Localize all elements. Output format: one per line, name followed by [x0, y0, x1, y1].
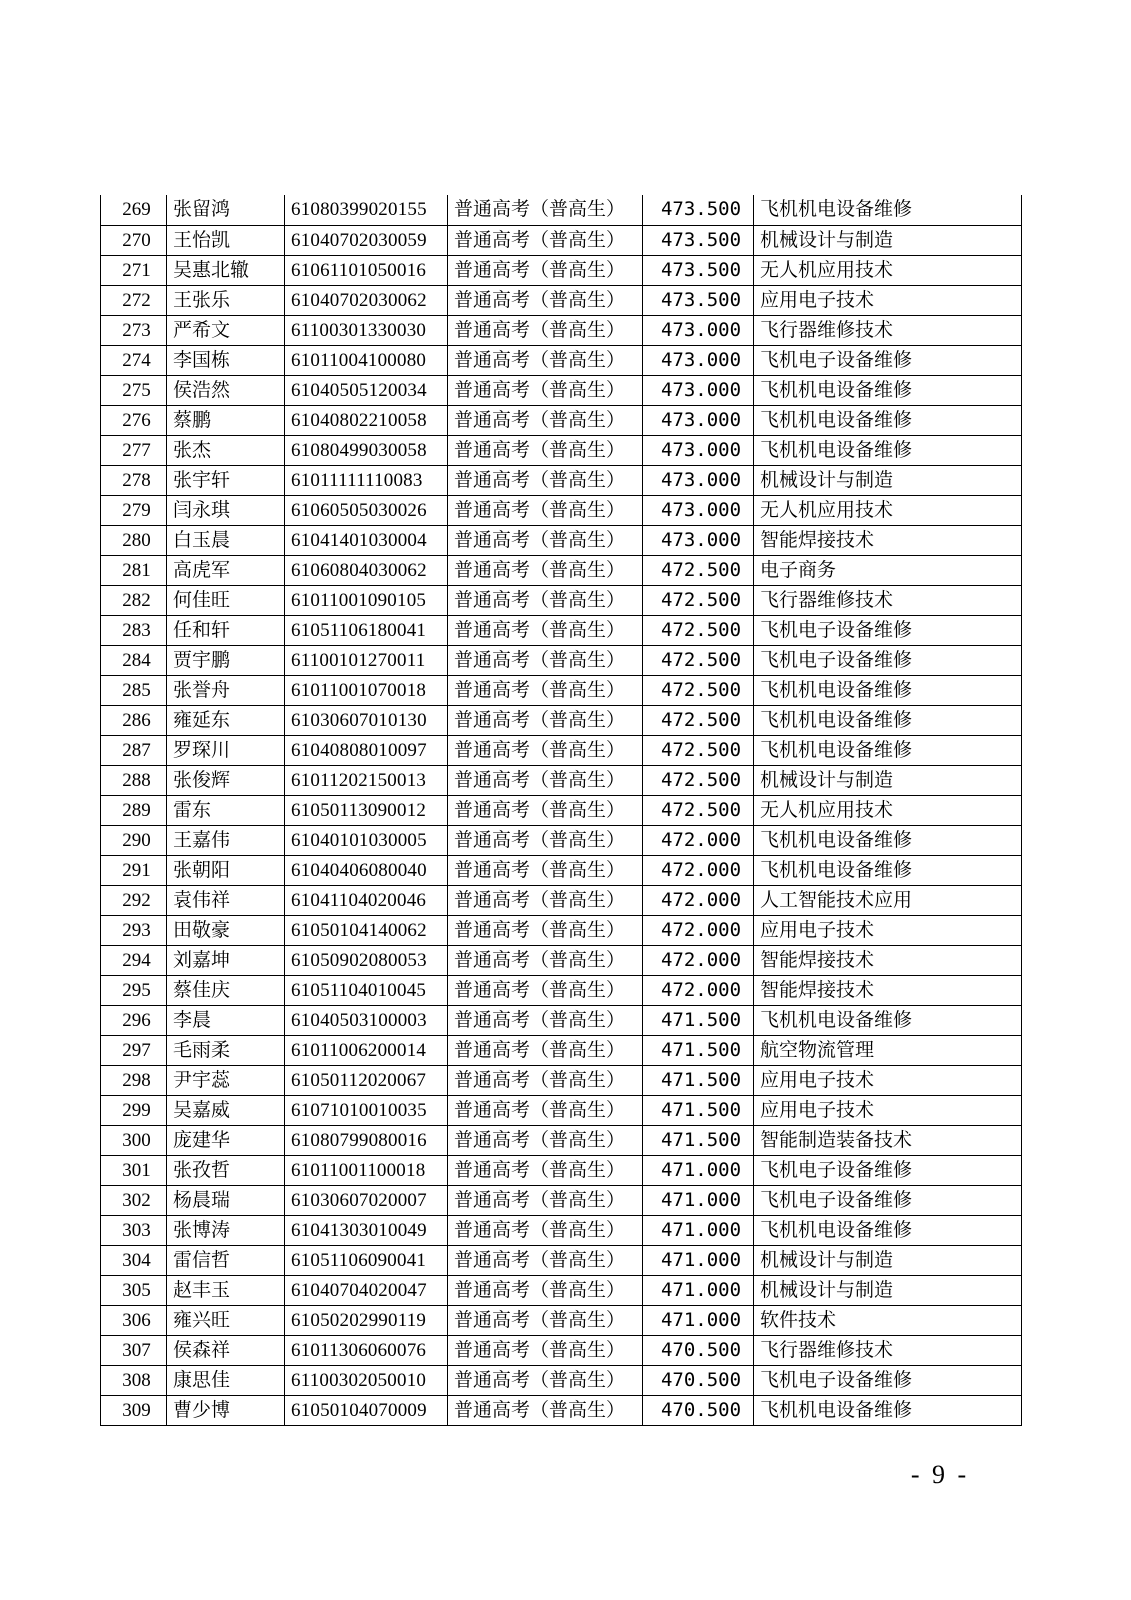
cell-exam-id: 61060505030026 — [285, 495, 448, 525]
cell-major: 飞机机电设备维修 — [754, 675, 1022, 705]
cell-name: 刘嘉坤 — [167, 945, 285, 975]
cell-name: 杨晨瑞 — [167, 1185, 285, 1215]
cell-score: 471.000 — [643, 1155, 754, 1185]
cell-score: 473.000 — [643, 465, 754, 495]
cell-admission-type: 普通高考（普高生） — [448, 645, 643, 675]
cell-name: 庞建华 — [167, 1125, 285, 1155]
cell-number: 283 — [101, 615, 167, 645]
cell-major: 飞机电子设备维修 — [754, 1365, 1022, 1395]
cell-score: 471.500 — [643, 1005, 754, 1035]
cell-admission-type: 普通高考（普高生） — [448, 705, 643, 735]
cell-exam-id: 61051104010045 — [285, 975, 448, 1005]
table-row — [101, 1395, 1022, 1425]
cell-major: 航空物流管理 — [754, 1035, 1022, 1065]
cell-number: 289 — [101, 795, 167, 825]
cell-exam-id: 61040406080040 — [285, 855, 448, 885]
cell-major: 飞机机电设备维修 — [754, 375, 1022, 405]
table-row — [101, 1065, 1022, 1095]
cell-exam-id: 61100302050010 — [285, 1365, 448, 1395]
admission-table-container — [100, 195, 1021, 1426]
cell-exam-id: 61060804030062 — [285, 555, 448, 585]
cell-major: 飞行器维修技术 — [754, 1335, 1022, 1365]
cell-major: 飞机电子设备维修 — [754, 645, 1022, 675]
cell-score: 472.500 — [643, 675, 754, 705]
cell-exam-id: 61011306060076 — [285, 1335, 448, 1365]
cell-admission-type: 普通高考（普高生） — [448, 585, 643, 615]
cell-admission-type: 普通高考（普高生） — [448, 1125, 643, 1155]
table-row — [101, 1005, 1022, 1035]
cell-major: 无人机应用技术 — [754, 495, 1022, 525]
cell-major: 飞行器维修技术 — [754, 585, 1022, 615]
cell-name: 吴惠北辙 — [167, 255, 285, 285]
admission-table — [100, 195, 1022, 1426]
cell-exam-id: 61050113090012 — [285, 795, 448, 825]
cell-admission-type: 普通高考（普高生） — [448, 1215, 643, 1245]
table-row — [101, 285, 1022, 315]
cell-exam-id: 61011111110083 — [285, 465, 448, 495]
cell-admission-type: 普通高考（普高生） — [448, 1335, 643, 1365]
cell-major: 飞行器维修技术 — [754, 315, 1022, 345]
cell-exam-id: 61041401030004 — [285, 525, 448, 555]
cell-number: 269 — [101, 195, 167, 225]
cell-major: 机械设计与制造 — [754, 765, 1022, 795]
page-number: - 9 - — [910, 1460, 970, 1489]
cell-major: 机械设计与制造 — [754, 1245, 1022, 1275]
cell-major: 飞机机电设备维修 — [754, 405, 1022, 435]
table-row — [101, 405, 1022, 435]
cell-name: 侯浩然 — [167, 375, 285, 405]
cell-number: 277 — [101, 435, 167, 465]
cell-name: 张留鸿 — [167, 195, 285, 225]
cell-score: 473.500 — [643, 255, 754, 285]
table-row — [101, 585, 1022, 615]
table-row — [101, 915, 1022, 945]
cell-number: 294 — [101, 945, 167, 975]
cell-number: 308 — [101, 1365, 167, 1395]
cell-major: 智能制造装备技术 — [754, 1125, 1022, 1155]
cell-major: 电子商务 — [754, 555, 1022, 585]
cell-exam-id: 61011202150013 — [285, 765, 448, 795]
cell-major: 应用电子技术 — [754, 1095, 1022, 1125]
cell-name: 张杰 — [167, 435, 285, 465]
table-row — [101, 795, 1022, 825]
cell-admission-type: 普通高考（普高生） — [448, 255, 643, 285]
cell-number: 274 — [101, 345, 167, 375]
cell-major: 飞机电子设备维修 — [754, 1185, 1022, 1215]
cell-major: 飞机机电设备维修 — [754, 735, 1022, 765]
cell-admission-type: 普通高考（普高生） — [448, 765, 643, 795]
cell-major: 应用电子技术 — [754, 915, 1022, 945]
cell-number: 297 — [101, 1035, 167, 1065]
cell-admission-type: 普通高考（普高生） — [448, 465, 643, 495]
cell-exam-id: 61041104020046 — [285, 885, 448, 915]
table-row — [101, 1365, 1022, 1395]
cell-number: 278 — [101, 465, 167, 495]
cell-name: 李国栋 — [167, 345, 285, 375]
cell-admission-type: 普通高考（普高生） — [448, 1035, 643, 1065]
cell-number: 287 — [101, 735, 167, 765]
cell-name: 曹少博 — [167, 1395, 285, 1425]
cell-score: 473.000 — [643, 525, 754, 555]
cell-admission-type: 普通高考（普高生） — [448, 195, 643, 225]
cell-admission-type: 普通高考（普高生） — [448, 1065, 643, 1095]
table-row — [101, 1095, 1022, 1125]
cell-number: 275 — [101, 375, 167, 405]
cell-score: 471.000 — [643, 1305, 754, 1335]
cell-score: 472.500 — [643, 705, 754, 735]
cell-exam-id: 61041303010049 — [285, 1215, 448, 1245]
cell-score: 472.500 — [643, 615, 754, 645]
cell-number: 270 — [101, 225, 167, 255]
cell-name: 张宇轩 — [167, 465, 285, 495]
table-row — [101, 855, 1022, 885]
cell-number: 296 — [101, 1005, 167, 1035]
cell-major: 飞机机电设备维修 — [754, 1215, 1022, 1245]
cell-score: 473.000 — [643, 495, 754, 525]
cell-exam-id: 61040702030059 — [285, 225, 448, 255]
cell-score: 473.000 — [643, 405, 754, 435]
table-row — [101, 345, 1022, 375]
table-row — [101, 555, 1022, 585]
cell-admission-type: 普通高考（普高生） — [448, 855, 643, 885]
cell-admission-type: 普通高考（普高生） — [448, 615, 643, 645]
cell-admission-type: 普通高考（普高生） — [448, 975, 643, 1005]
cell-name: 毛雨柔 — [167, 1035, 285, 1065]
table-row — [101, 1245, 1022, 1275]
cell-exam-id: 61011001100018 — [285, 1155, 448, 1185]
cell-name: 任和轩 — [167, 615, 285, 645]
cell-admission-type: 普通高考（普高生） — [448, 1275, 643, 1305]
table-row — [101, 195, 1022, 225]
cell-exam-id: 61100301330030 — [285, 315, 448, 345]
table-row — [101, 225, 1022, 255]
cell-exam-id: 61080499030058 — [285, 435, 448, 465]
table-row — [101, 1035, 1022, 1065]
cell-name: 雍兴旺 — [167, 1305, 285, 1335]
cell-major: 无人机应用技术 — [754, 795, 1022, 825]
cell-name: 李晨 — [167, 1005, 285, 1035]
cell-number: 276 — [101, 405, 167, 435]
cell-admission-type: 普通高考（普高生） — [448, 885, 643, 915]
cell-score: 472.500 — [643, 645, 754, 675]
cell-major: 飞机机电设备维修 — [754, 1395, 1022, 1425]
cell-score: 470.500 — [643, 1365, 754, 1395]
cell-major: 软件技术 — [754, 1305, 1022, 1335]
cell-score: 471.000 — [643, 1245, 754, 1275]
cell-exam-id: 61050104140062 — [285, 915, 448, 945]
cell-score: 471.000 — [643, 1275, 754, 1305]
cell-admission-type: 普通高考（普高生） — [448, 795, 643, 825]
cell-admission-type: 普通高考（普高生） — [448, 1155, 643, 1185]
cell-number: 309 — [101, 1395, 167, 1425]
cell-admission-type: 普通高考（普高生） — [448, 435, 643, 465]
table-row — [101, 525, 1022, 555]
table-row — [101, 615, 1022, 645]
cell-score: 473.500 — [643, 285, 754, 315]
cell-major: 应用电子技术 — [754, 1065, 1022, 1095]
cell-major: 人工智能技术应用 — [754, 885, 1022, 915]
cell-number: 293 — [101, 915, 167, 945]
cell-name: 张孜哲 — [167, 1155, 285, 1185]
cell-score: 472.500 — [643, 735, 754, 765]
cell-admission-type: 普通高考（普高生） — [448, 735, 643, 765]
table-row — [101, 1305, 1022, 1335]
cell-major: 智能焊接技术 — [754, 975, 1022, 1005]
cell-name: 严希文 — [167, 315, 285, 345]
cell-exam-id: 61050112020067 — [285, 1065, 448, 1095]
table-row — [101, 435, 1022, 465]
table-row — [101, 1275, 1022, 1305]
cell-number: 292 — [101, 885, 167, 915]
cell-admission-type: 普通高考（普高生） — [448, 375, 643, 405]
cell-name: 张朝阳 — [167, 855, 285, 885]
cell-number: 299 — [101, 1095, 167, 1125]
cell-admission-type: 普通高考（普高生） — [448, 525, 643, 555]
cell-exam-id: 61100101270011 — [285, 645, 448, 675]
cell-score: 471.500 — [643, 1065, 754, 1095]
cell-score: 471.000 — [643, 1185, 754, 1215]
table-row — [101, 765, 1022, 795]
cell-name: 高虎军 — [167, 555, 285, 585]
cell-number: 273 — [101, 315, 167, 345]
cell-major: 机械设计与制造 — [754, 465, 1022, 495]
cell-score: 472.000 — [643, 885, 754, 915]
cell-score: 472.500 — [643, 765, 754, 795]
cell-name: 侯森祥 — [167, 1335, 285, 1365]
cell-name: 张誉舟 — [167, 675, 285, 705]
cell-exam-id: 61040802210058 — [285, 405, 448, 435]
cell-exam-id: 61050202990119 — [285, 1305, 448, 1335]
cell-name: 雷东 — [167, 795, 285, 825]
cell-score: 472.000 — [643, 825, 754, 855]
cell-score: 473.500 — [643, 195, 754, 225]
cell-score: 470.500 — [643, 1335, 754, 1365]
cell-admission-type: 普通高考（普高生） — [448, 1305, 643, 1335]
cell-name: 蔡鹏 — [167, 405, 285, 435]
cell-name: 闫永琪 — [167, 495, 285, 525]
cell-admission-type: 普通高考（普高生） — [448, 285, 643, 315]
cell-admission-type: 普通高考（普高生） — [448, 915, 643, 945]
table-row — [101, 495, 1022, 525]
cell-name: 田敬豪 — [167, 915, 285, 945]
cell-name: 吴嘉威 — [167, 1095, 285, 1125]
cell-exam-id: 61051106090041 — [285, 1245, 448, 1275]
cell-name: 王嘉伟 — [167, 825, 285, 855]
table-row — [101, 885, 1022, 915]
cell-admission-type: 普通高考（普高生） — [448, 225, 643, 255]
cell-score: 471.000 — [643, 1215, 754, 1245]
table-body — [101, 195, 1022, 1425]
cell-exam-id: 61040704020047 — [285, 1275, 448, 1305]
cell-number: 301 — [101, 1155, 167, 1185]
cell-score: 472.500 — [643, 795, 754, 825]
cell-number: 305 — [101, 1275, 167, 1305]
table-row — [101, 1155, 1022, 1185]
cell-exam-id: 61050902080053 — [285, 945, 448, 975]
cell-score: 472.000 — [643, 915, 754, 945]
cell-score: 472.500 — [643, 585, 754, 615]
cell-score: 472.500 — [643, 555, 754, 585]
cell-major: 飞机机电设备维修 — [754, 705, 1022, 735]
cell-admission-type: 普通高考（普高生） — [448, 1095, 643, 1125]
cell-number: 272 — [101, 285, 167, 315]
cell-name: 张博涛 — [167, 1215, 285, 1245]
cell-major: 智能焊接技术 — [754, 945, 1022, 975]
cell-major: 无人机应用技术 — [754, 255, 1022, 285]
table-row — [101, 315, 1022, 345]
cell-number: 288 — [101, 765, 167, 795]
cell-major: 飞机电子设备维修 — [754, 345, 1022, 375]
cell-exam-id: 61040503100003 — [285, 1005, 448, 1035]
cell-major: 飞机机电设备维修 — [754, 855, 1022, 885]
cell-admission-type: 普通高考（普高生） — [448, 1185, 643, 1215]
cell-score: 472.000 — [643, 855, 754, 885]
cell-number: 281 — [101, 555, 167, 585]
cell-number: 304 — [101, 1245, 167, 1275]
cell-admission-type: 普通高考（普高生） — [448, 405, 643, 435]
cell-exam-id: 61030607020007 — [285, 1185, 448, 1215]
cell-number: 295 — [101, 975, 167, 1005]
cell-admission-type: 普通高考（普高生） — [448, 495, 643, 525]
cell-admission-type: 普通高考（普高生） — [448, 945, 643, 975]
cell-exam-id: 61080399020155 — [285, 195, 448, 225]
cell-major: 飞机机电设备维修 — [754, 825, 1022, 855]
cell-exam-id: 61040808010097 — [285, 735, 448, 765]
cell-name: 雷信哲 — [167, 1245, 285, 1275]
cell-score: 471.500 — [643, 1035, 754, 1065]
cell-major: 机械设计与制造 — [754, 1275, 1022, 1305]
cell-number: 284 — [101, 645, 167, 675]
cell-number: 291 — [101, 855, 167, 885]
cell-admission-type: 普通高考（普高生） — [448, 315, 643, 345]
cell-exam-id: 61071010010035 — [285, 1095, 448, 1125]
table-row — [101, 825, 1022, 855]
cell-name: 张俊辉 — [167, 765, 285, 795]
cell-number: 290 — [101, 825, 167, 855]
cell-score: 471.500 — [643, 1125, 754, 1155]
cell-name: 王张乐 — [167, 285, 285, 315]
cell-major: 智能焊接技术 — [754, 525, 1022, 555]
cell-number: 306 — [101, 1305, 167, 1335]
cell-admission-type: 普通高考（普高生） — [448, 1005, 643, 1035]
table-row — [101, 975, 1022, 1005]
cell-exam-id: 61051106180041 — [285, 615, 448, 645]
cell-exam-id: 61050104070009 — [285, 1395, 448, 1425]
cell-admission-type: 普通高考（普高生） — [448, 825, 643, 855]
cell-name: 赵丰玉 — [167, 1275, 285, 1305]
cell-major: 飞机电子设备维修 — [754, 1155, 1022, 1185]
cell-name: 康思佳 — [167, 1365, 285, 1395]
cell-number: 286 — [101, 705, 167, 735]
cell-exam-id: 61011006200014 — [285, 1035, 448, 1065]
cell-name: 何佳旺 — [167, 585, 285, 615]
cell-major: 机械设计与制造 — [754, 225, 1022, 255]
cell-number: 302 — [101, 1185, 167, 1215]
table-row — [101, 1215, 1022, 1245]
cell-number: 298 — [101, 1065, 167, 1095]
cell-number: 285 — [101, 675, 167, 705]
table-row — [101, 1335, 1022, 1365]
cell-score: 472.000 — [643, 945, 754, 975]
cell-exam-id: 61030607010130 — [285, 705, 448, 735]
cell-score: 471.500 — [643, 1095, 754, 1125]
cell-score: 473.000 — [643, 435, 754, 465]
cell-score: 470.500 — [643, 1395, 754, 1425]
table-row — [101, 375, 1022, 405]
cell-admission-type: 普通高考（普高生） — [448, 345, 643, 375]
cell-exam-id: 61040505120034 — [285, 375, 448, 405]
cell-exam-id: 61061101050016 — [285, 255, 448, 285]
cell-admission-type: 普通高考（普高生） — [448, 1395, 643, 1425]
cell-score: 473.000 — [643, 375, 754, 405]
cell-name: 蔡佳庆 — [167, 975, 285, 1005]
cell-exam-id: 61011004100080 — [285, 345, 448, 375]
cell-number: 271 — [101, 255, 167, 285]
cell-exam-id: 61040702030062 — [285, 285, 448, 315]
cell-score: 473.500 — [643, 225, 754, 255]
cell-number: 279 — [101, 495, 167, 525]
cell-admission-type: 普通高考（普高生） — [448, 555, 643, 585]
cell-major: 飞机机电设备维修 — [754, 195, 1022, 225]
cell-exam-id: 61011001070018 — [285, 675, 448, 705]
cell-number: 300 — [101, 1125, 167, 1155]
table-row — [101, 945, 1022, 975]
cell-admission-type: 普通高考（普高生） — [448, 1245, 643, 1275]
cell-name: 王怡凯 — [167, 225, 285, 255]
cell-score: 472.000 — [643, 975, 754, 1005]
cell-score: 473.000 — [643, 345, 754, 375]
cell-exam-id: 61080799080016 — [285, 1125, 448, 1155]
cell-admission-type: 普通高考（普高生） — [448, 675, 643, 705]
cell-name: 贾宇鹏 — [167, 645, 285, 675]
table-row — [101, 1185, 1022, 1215]
cell-admission-type: 普通高考（普高生） — [448, 1365, 643, 1395]
cell-name: 罗琛川 — [167, 735, 285, 765]
table-row — [101, 1125, 1022, 1155]
cell-name: 白玉晨 — [167, 525, 285, 555]
cell-name: 雍延东 — [167, 705, 285, 735]
cell-name: 袁伟祥 — [167, 885, 285, 915]
cell-major: 飞机机电设备维修 — [754, 435, 1022, 465]
cell-major: 飞机机电设备维修 — [754, 1005, 1022, 1035]
table-row — [101, 465, 1022, 495]
cell-major: 应用电子技术 — [754, 285, 1022, 315]
table-row — [101, 675, 1022, 705]
cell-score: 473.000 — [643, 315, 754, 345]
table-row — [101, 645, 1022, 675]
cell-number: 303 — [101, 1215, 167, 1245]
cell-number: 307 — [101, 1335, 167, 1365]
cell-number: 282 — [101, 585, 167, 615]
cell-major: 飞机电子设备维修 — [754, 615, 1022, 645]
cell-exam-id: 61040101030005 — [285, 825, 448, 855]
table-row — [101, 705, 1022, 735]
table-row — [101, 255, 1022, 285]
cell-name: 尹宇蕊 — [167, 1065, 285, 1095]
cell-exam-id: 61011001090105 — [285, 585, 448, 615]
table-row — [101, 735, 1022, 765]
cell-number: 280 — [101, 525, 167, 555]
